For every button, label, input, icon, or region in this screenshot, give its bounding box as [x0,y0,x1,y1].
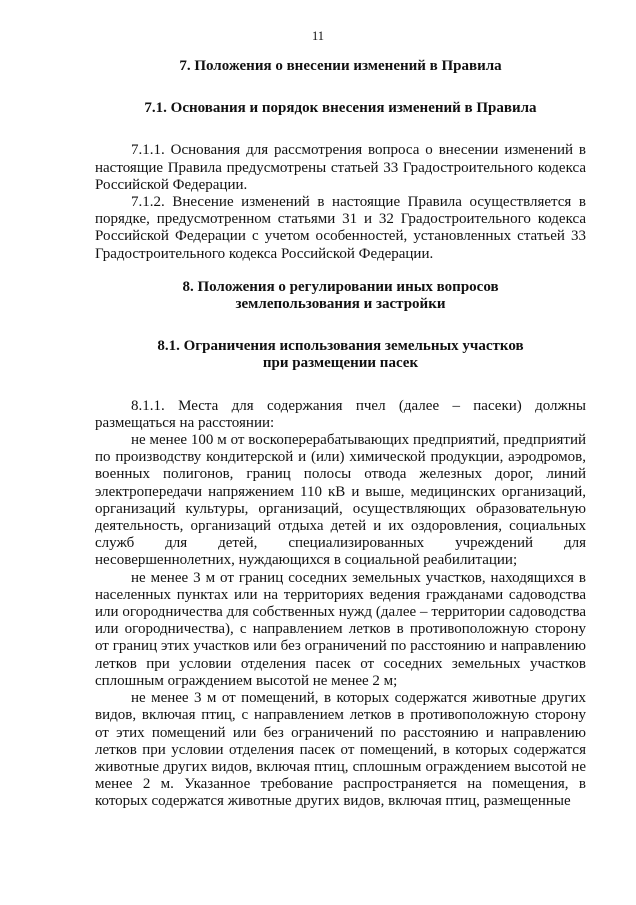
section-8-1-title-line-1: 8.1. Ограничения использования земельных участков [157,338,524,355]
section-8-title [95,279,586,313]
section-8-title-line-2: землепользования и застройки [235,296,446,313]
section-7-title: 7. Положения о внесении изменений в Правила [179,58,502,74]
paragraph-7-1-1: 7.1.1. Основания для рассмотрения вопроса о внесении изменений в настоящие Правила предусмотрены статьей 33 Градостроительного кодекса Российской Федерации. [95,142,586,193]
spacer [95,263,586,279]
paragraph-distance-3m-premises: не менее 3 м от помещений, в которых содержатся животные других видов, включая птиц, с направлением летков в противоположную сторону от этих помещений или без ограничений по расстоянию и направлению летков при условии отделения пасек от помещений, в которых содержатся животные других видов, включая птиц, сплошным ограждением высотой не менее 2 м. Указанное требование распространяется на помещения, в которых содержатся животные других видов, включая птиц, размещенные [95,690,586,810]
section-8-title-line-1: 8. Положения о регулировании иных вопросов [182,278,499,295]
paragraph-distance-3m-plots: не менее 3 м от границ соседних земельных участков, находящихся в населенных пунктах или на территориях ведения гражданами садоводства или огородничества для собственных нужд (далее – территории садоводства или огородничества), с направлением летков в противоположную сторону от границ этих участков или без ограничений по расстоянию и направлению летков при условии отделения пасек от соседних земельных участков сплошным ограждением высотой не менее 2 м; [95,569,586,689]
page-number: 11 [311,29,325,43]
document-body [95,58,586,811]
paragraph-7-1-2: 7.1.2. Внесение изменений в настоящие Правила осуществляется в порядке, предусмотренном статьями 31 и 32 Градостроительного кодекса Российской Федерации с учетом особенностей, установленных статьей 33 Градостроительного кодекса Российской Федерации. [95,194,586,262]
section-7-1-title: 7.1. Основания и порядок внесения изменений в Правила [144,100,537,117]
section-8-1-title [95,338,586,372]
paragraph-8-1-1: 8.1.1. Места для содержания пчел (далее – пасеки) должны размещаться на расстоянии: [95,397,586,431]
section-8-1-title-line-2: при размещении пасек [262,355,419,372]
paragraph-distance-100m: не менее 100 м от воскоперерабатывающих предприятий, предприятий по производству кондитерской и (или) химической продукции, аэродромов, военных полигонов, границ полосы отвода железных дорог, линий электропередачи напряжением 110 кВ и выше, медицинских организаций, организаций культуры, организаций, осуществляющих образовательную деятельность, организаций отдыха детей и их оздоровления, социальных служб для детей, специализированных учреждений для несовершеннолетних, нуждающихся в социальной реабилитации; [95,432,586,569]
